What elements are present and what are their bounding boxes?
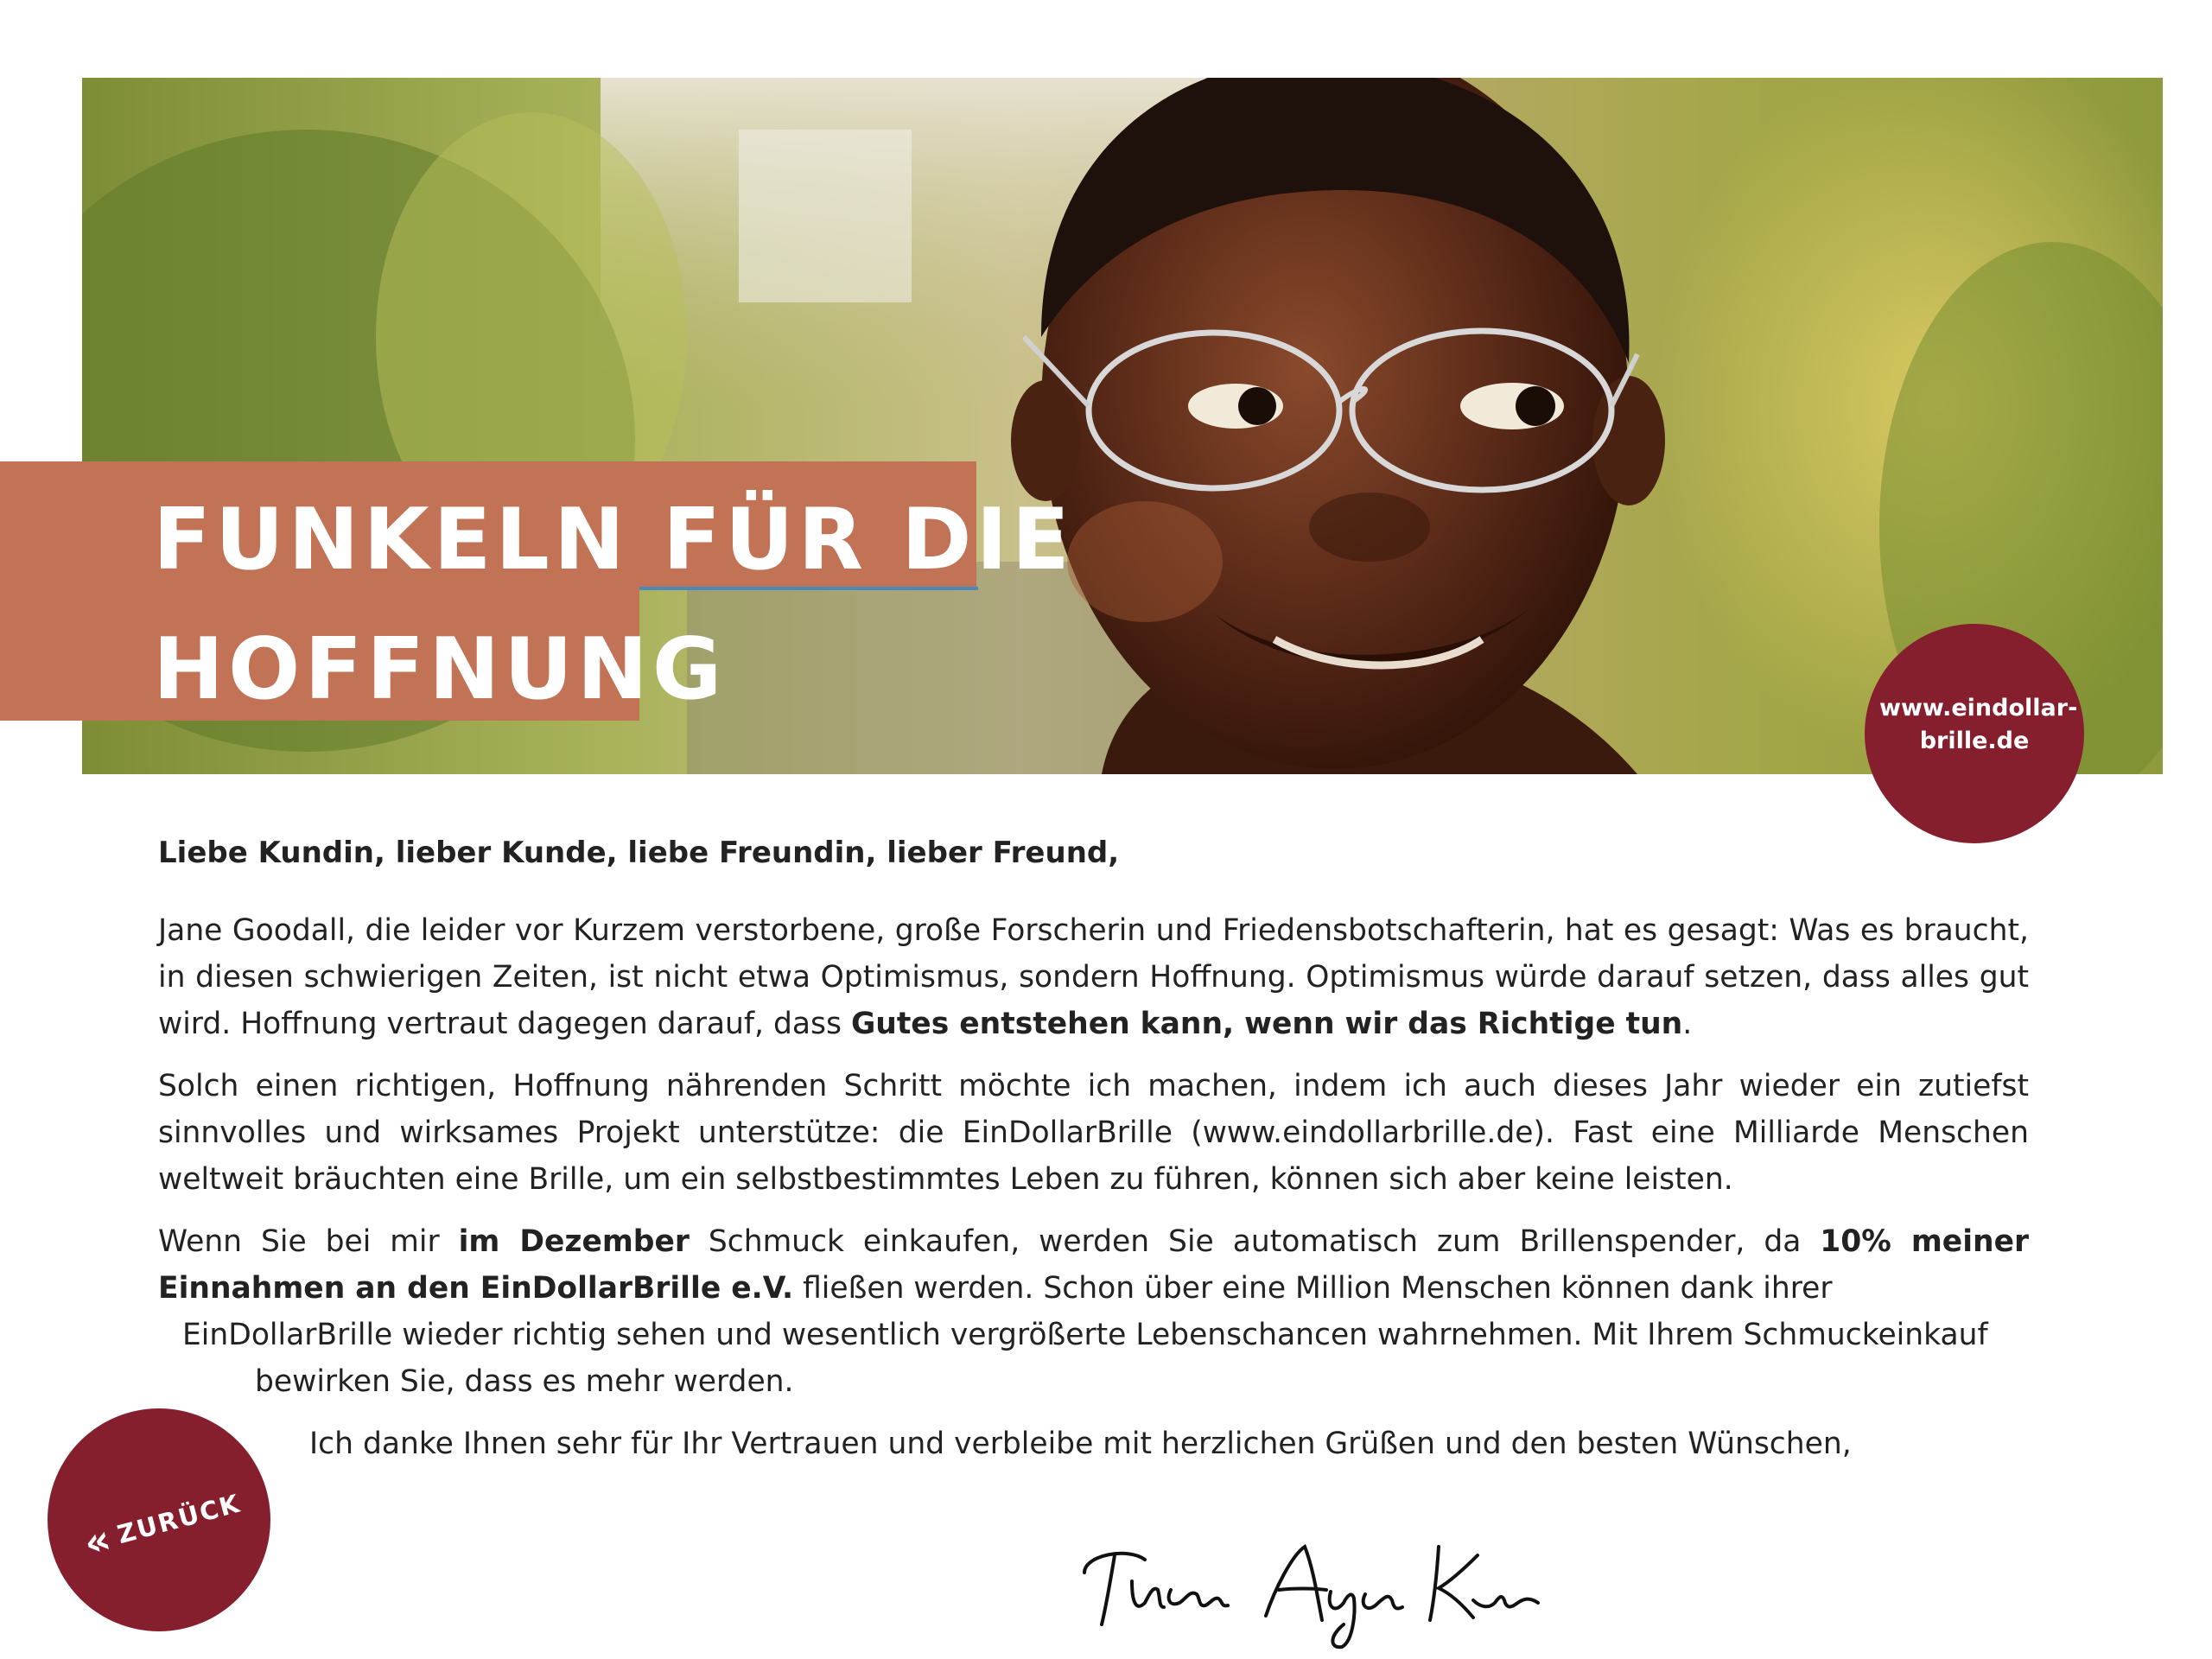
- letter-greeting: Liebe Kundin, lieber Kunde, liebe Freundin, lieber Freund,: [158, 836, 1120, 870]
- double-chevron-left-icon: «: [79, 1515, 116, 1567]
- p3-line-4: bewirken Sie, dass es mehr werden.: [255, 1364, 794, 1399]
- headline-line-2: HOFFNUNG: [153, 620, 727, 719]
- p3-bold-2: 10% meiner Einnahmen an den EinDollarBrille e.V.: [158, 1224, 2029, 1306]
- handwritten-signature: [1067, 1521, 1551, 1650]
- letter-body: [158, 830, 2029, 1467]
- p3-c: fließen werden. Schon über eine Million Menschen können dank ihrer: [793, 1271, 1833, 1306]
- website-badge-text: [1879, 692, 2078, 758]
- p3-b: Schmuck einkaufen, werden Sie automatisch zum Brillenspender, da: [689, 1224, 1821, 1259]
- website-line-1: www.eindollar-: [1879, 695, 2078, 721]
- back-button-label: ZURÜCK: [114, 1488, 245, 1550]
- p3-a: Wenn Sie bei mir: [158, 1224, 459, 1259]
- p1-end: .: [1682, 1007, 1693, 1041]
- letter-paragraph-1: [158, 907, 2029, 1047]
- back-button[interactable]: [48, 1408, 270, 1631]
- headline-line-1: FUNKELN FÜR DIE: [153, 491, 1074, 589]
- letter-paragraph-2: Solch einen richtigen, Hoffnung nährenden Schritt möchte ich machen, indem ich auch dieses Jahr wieder ein zutiefst sinnvolles und wirksames Projekt unterstütze: die EinDollarBrille (www.eindollarbrille.de). Fast eine Milliarde Menschen weltweit bräuchten eine Brille, um ein selbstbestimmtes Leben zu führen, können sich aber keine leisten.: [158, 1069, 2029, 1197]
- p3-bold-1: im Dezember: [458, 1224, 690, 1259]
- p1-bold: Gutes entstehen kann, wenn wir das Richtige tun: [850, 1007, 1683, 1041]
- website-badge[interactable]: [1865, 624, 2084, 843]
- back-button-content: [79, 1484, 245, 1567]
- letter-paragraph-3: [158, 1218, 2029, 1405]
- letter-closing: Ich danke Ihnen sehr für Ihr Vertrauen und verbleibe mit herzlichen Grüßen und den besten Wünschen,: [309, 1427, 1852, 1461]
- p3-line-3: EinDollarBrille wieder richtig sehen und wesentlich vergrößerte Lebenschancen wahrnehmen. Mit Ihrem Schmuckeinkauf: [182, 1318, 1988, 1352]
- p1-text: Jane Goodall, die leider vor Kurzem verstorbene, große Forscherin und Friedensbotschafterin, hat es gesagt: Was es braucht, in diesen schwierigen Zeiten, ist nicht etwa Optimismus, sondern Hoffnung. Optimismus würde darauf setzen, dass alles gut wird. Hoffnung vertraut dagegen darauf, dass: [158, 913, 2029, 1041]
- page-title: [153, 475, 1074, 734]
- website-line-2: brille.de: [1919, 728, 2030, 754]
